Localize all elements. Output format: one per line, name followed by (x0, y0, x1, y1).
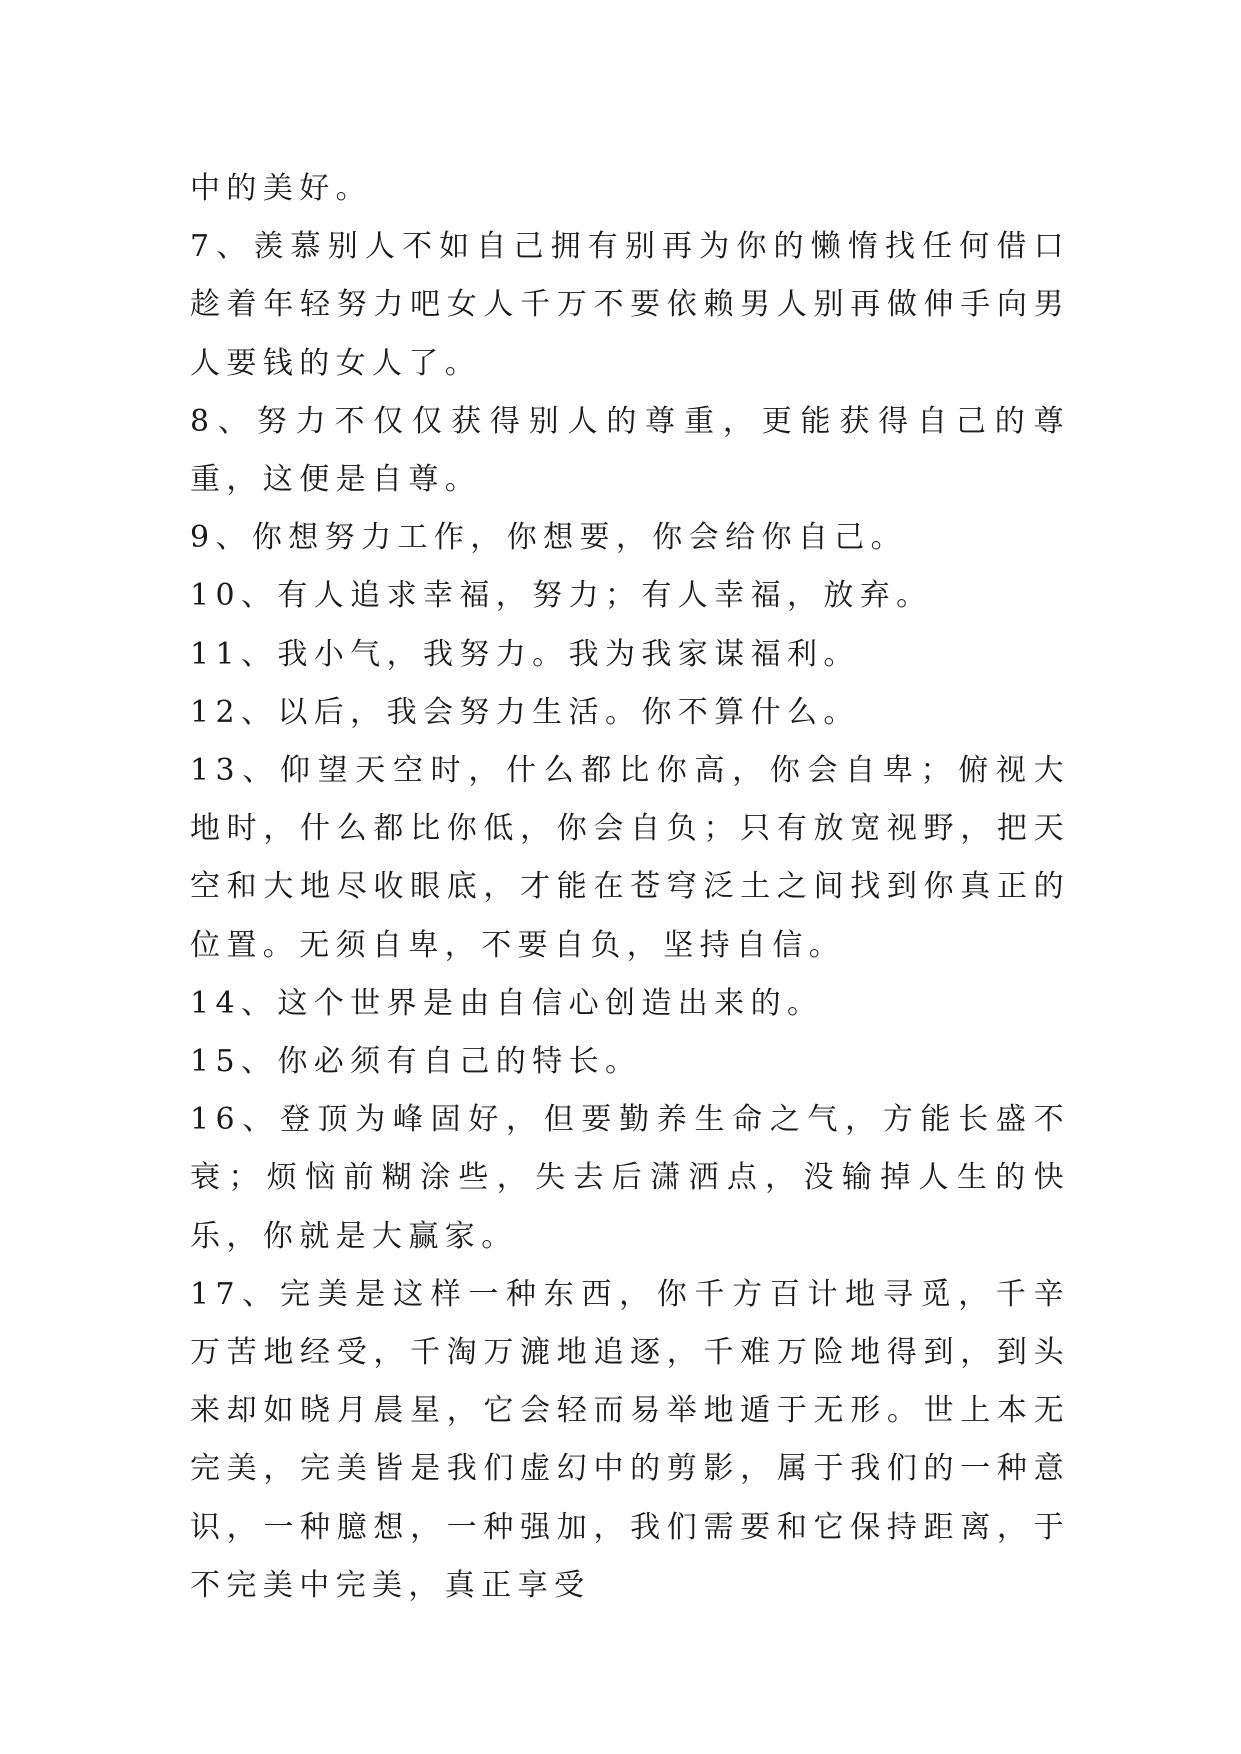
paragraph-item-11: 11、我小气，我努力。我为我家谋福利。 (190, 636, 860, 672)
paragraph-item-10: 10、有人追求幸福，努力；有人幸福，放弃。 (190, 578, 933, 614)
paragraph-item-15: 15、你必须有自己的特长。 (190, 1044, 642, 1080)
paragraph-item-17: 17、完美是这样一种东西，你千方百计地寻觅，千辛万苦地经受，千淘万漉地追逐，千难万险地得到，到头来却如晓月晨星，它会轻而易举地遁于无形。世上本无完美，完美皆是我们虚幻中的剪影，属于我们的一种意识，一种臆想，一种强加，我们需要和它保持距离，于不完美中完美，真正享受 (190, 1276, 1070, 1603)
paragraph-item-14: 14、这个世界是由自信心创造出来的。 (190, 985, 824, 1021)
paragraph-item-12: 12、以后，我会努力生活。你不算什么。 (190, 694, 860, 730)
paragraph-item-7: 7、羡慕别人不如自己拥有别再为你的懒惰找任何借口趁着年轻努力吧女人千万不要依赖男人别再做伸手向男人要钱的女人了。 (190, 229, 1070, 381)
paragraph-continuation: 中的美好。 (190, 171, 372, 206)
document-body (190, 160, 1070, 1615)
paragraph-item-13: 13、仰望天空时，什么都比你高，你会自卑；俯视大地时，什么都比你低，你会自负；只有放宽视野，把天空和大地尽收眼底，才能在苍穹泛土之间找到你真正的位置。无须自卑，不要自负，坚持自信。 (190, 753, 1070, 963)
paragraph-item-9: 9、你想努力工作，你想要，你会给你自己。 (190, 520, 908, 556)
paragraph-item-8: 8、努力不仅仅获得别人的尊重，更能获得自己的尊重，这便是自尊。 (190, 403, 1070, 498)
paragraph-item-16: 16、登顶为峰固好，但要勤养生命之气，方能长盛不衰；烦恼前糊涂些，失去后潇洒点，没输掉人生的快乐，你就是大赢家。 (190, 1102, 1070, 1254)
